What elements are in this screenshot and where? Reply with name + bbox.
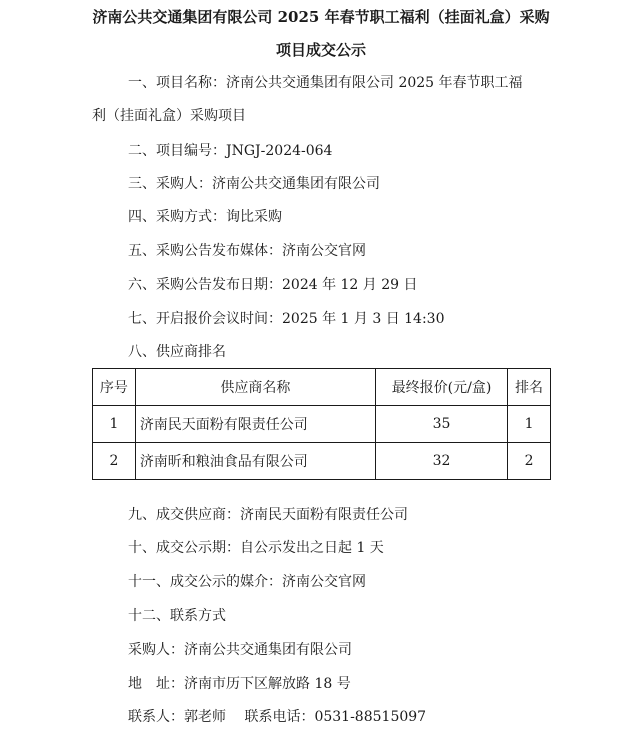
table-row bbox=[93, 443, 551, 480]
header-price: 最终报价(元/盒) bbox=[375, 369, 507, 406]
item-project-no: 二、项目编号：JNGJ-2024-064 bbox=[128, 143, 333, 159]
item-contact-heading: 十二、联系方式 bbox=[128, 608, 226, 624]
cell-name: 济南民天面粉有限责任公司 bbox=[135, 406, 375, 443]
cell-name: 济南昕和粮油食品有限公司 bbox=[135, 443, 375, 480]
cell-no: 1 bbox=[93, 406, 136, 443]
item-media: 五、采购公告发布媒体：济南公交官网 bbox=[128, 243, 366, 259]
item-date: 六、采购公告发布日期：2024 年 12 月 29 日 bbox=[128, 277, 418, 293]
contact-person: 联系人：郭老师 联系电话：0531-88515097 bbox=[128, 709, 427, 725]
cell-rank: 1 bbox=[508, 406, 551, 443]
table-row bbox=[93, 406, 551, 443]
item-project-name: 一、项目名称：济南公共交通集团有限公司 2025 年春节职工福 bbox=[128, 75, 523, 91]
document-title: 济南公共交通集团有限公司 2025 年春节职工福利（挂面礼盒）采购 bbox=[92, 8, 550, 26]
item-meeting: 七、开启报价会议时间：2025 年 1 月 3 日 14:30 bbox=[128, 311, 445, 327]
item-publicity-media: 十一、成交公示的媒介：济南公交官网 bbox=[128, 574, 366, 590]
table-header-row bbox=[93, 369, 551, 406]
item-method: 四、采购方式：询比采购 bbox=[128, 209, 282, 225]
contact-purchaser: 采购人：济南公共交通集团有限公司 bbox=[128, 642, 352, 658]
header-name: 供应商名称 bbox=[135, 369, 375, 406]
item-period: 十、成交公示期：自公示发出之日起 1 天 bbox=[128, 540, 384, 556]
supplier-ranking-table bbox=[92, 368, 551, 480]
item-project-name-cont: 利（挂面礼盒）采购项目 bbox=[92, 108, 246, 124]
item-purchaser: 三、采购人：济南公共交通集团有限公司 bbox=[128, 176, 380, 192]
document-subtitle: 项目成交公示 bbox=[275, 41, 366, 59]
cell-rank: 2 bbox=[508, 443, 551, 480]
item-winner: 九、成交供应商：济南民天面粉有限责任公司 bbox=[128, 507, 408, 523]
header-rank: 排名 bbox=[508, 369, 551, 406]
cell-no: 2 bbox=[93, 443, 136, 480]
item-ranking: 八、供应商排名 bbox=[128, 344, 226, 360]
cell-price: 35 bbox=[375, 406, 507, 443]
contact-address: 地 址：济南市历下区解放路 18 号 bbox=[128, 676, 351, 692]
header-no: 序号 bbox=[93, 369, 136, 406]
cell-price: 32 bbox=[375, 443, 507, 480]
